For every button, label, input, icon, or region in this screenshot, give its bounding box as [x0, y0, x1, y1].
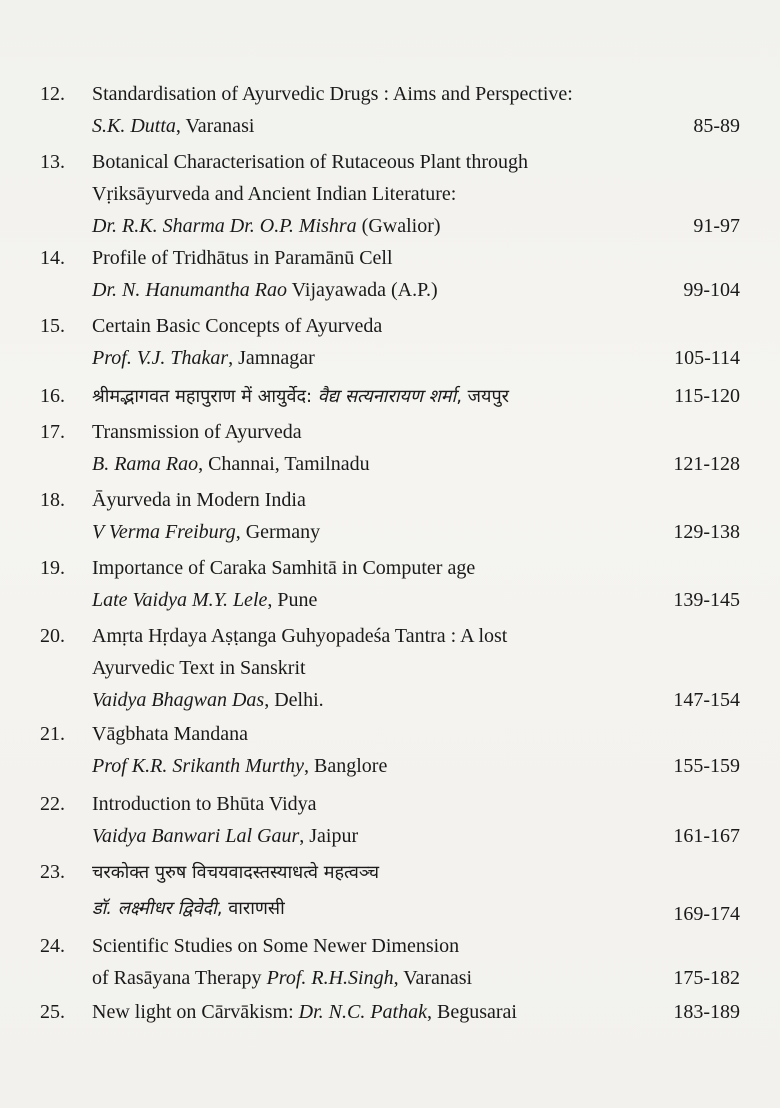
entry-number: 15. [40, 315, 65, 337]
entry-author: Late Vaidya M.Y. Lele [92, 589, 268, 611]
entry-number: 13. [40, 151, 65, 173]
entry-title: Transmission of Ayurveda [92, 421, 302, 443]
entry-place: Vijayawada (A.P.) [287, 279, 438, 301]
entry-title: Botanical Characterisation of Rutaceous Plant through [92, 151, 528, 173]
entry-title: Scientific Studies on Some Newer Dimension [92, 935, 460, 957]
entry-place: , Delhi. [264, 689, 324, 711]
entry-pages: 129-138 [673, 521, 740, 543]
entry-place: , Varanasi [393, 967, 473, 989]
entry-title-cont: of Rasāyana Therapy [92, 967, 267, 989]
entry-pages: 183-189 [673, 1001, 740, 1023]
entry-number: 23. [40, 861, 65, 883]
entry-pages: 161-167 [673, 825, 740, 847]
entry-title: श्रीमद्भागवत महापुराण में आयुर्वेद: [92, 386, 313, 407]
entry-place: , Banglore [304, 755, 388, 777]
entry-number: 12. [40, 83, 65, 105]
entry-pages: 121-128 [673, 453, 740, 475]
entry-place: (Gwalior) [356, 215, 441, 237]
entry-author: Prof. R.H.Singh [266, 967, 394, 989]
entry-author: Prof. V.J. Thakar [92, 347, 229, 369]
entry-author: Vaidya Banwari Lal Gaur [92, 825, 300, 847]
entry-pages: 169-174 [673, 903, 740, 925]
entry-title: Amṛta Hṛdaya Aṣṭanga Guhyopadeśa Tantra : A lost [92, 625, 508, 647]
entry-author: वैद्य सत्यनारायण शर्मा [312, 386, 457, 407]
entry-place: , Jaipur [299, 825, 359, 847]
entry-author: S.K. Dutta [92, 115, 176, 137]
entry-title: चरकोक्त पुरुष विचयवादस्तस्याधत्वे महत्वञ्च [92, 862, 380, 883]
entry-number: 14. [40, 247, 65, 269]
entry-author: Dr. N. Hanumantha Rao [92, 279, 288, 301]
entry-author: V Verma Freiburg [92, 521, 236, 543]
entry-title: Certain Basic Concepts of Ayurveda [92, 315, 383, 337]
entry-pages: 139-145 [673, 589, 740, 611]
entry-number: 24. [40, 935, 65, 957]
entry-number: 16. [40, 385, 65, 407]
entry-author: Dr. N.C. Pathak [298, 1001, 427, 1023]
entry-number: 25. [40, 1001, 65, 1023]
entry-pages: 91-97 [693, 215, 740, 237]
entry-pages: 147-154 [673, 689, 740, 711]
entry-place: , वाराणसी [216, 898, 285, 919]
entry-place: , Germany [235, 521, 321, 543]
entry-pages: 85-89 [693, 115, 740, 137]
entry-author: Vaidya Bhagwan Das [92, 689, 265, 711]
entry-number: 18. [40, 489, 65, 511]
entry-author: डॉ. लक्ष्मीधर द्विवेदी [92, 898, 217, 919]
entry-place: , जयपुर [456, 386, 510, 407]
entry-place: , Channai, Tamilnadu [198, 453, 370, 475]
entry-place: , Begusarai [426, 1001, 517, 1023]
entry-number: 17. [40, 421, 65, 443]
entry-number: 22. [40, 793, 65, 815]
entry-place: , Varanasi [175, 115, 255, 137]
entry-author: B. Rama Rao [92, 453, 199, 475]
entry-title: Vāgbhata Mandana [92, 723, 249, 745]
entry-title-cont: Vṛiksāyurveda and Ancient Indian Literature: [92, 183, 457, 205]
entry-author: Dr. R.K. Sharma Dr. O.P. Mishra [92, 215, 357, 237]
entry-place: , Pune [267, 589, 318, 611]
entry-title: New light on Cārvākism: [92, 1001, 299, 1023]
entry-number: 21. [40, 723, 65, 745]
entry-number: 20. [40, 625, 65, 647]
entry-number: 19. [40, 557, 65, 579]
entry-title: Standardisation of Ayurvedic Drugs : Aims and Perspective: [92, 83, 573, 105]
entry-title-cont: Ayurvedic Text in Sanskrit [92, 657, 306, 679]
entry-title: Importance of Caraka Samhitā in Computer age [92, 557, 476, 579]
entry-title: Profile of Tridhātus in Paramānū Cell [92, 247, 393, 269]
entry-pages: 175-182 [673, 967, 740, 989]
entry-title: Introduction to Bhūta Vidya [92, 793, 317, 815]
entry-place: , Jamnagar [228, 347, 315, 369]
entry-author: Prof K.R. Srikanth Murthy [92, 755, 305, 777]
entry-pages: 99-104 [683, 279, 740, 301]
entry-title: Āyurveda in Modern India [92, 489, 306, 511]
entry-pages: 115-120 [674, 385, 740, 407]
entry-pages: 155-159 [673, 755, 740, 777]
entry-pages: 105-114 [674, 347, 740, 369]
